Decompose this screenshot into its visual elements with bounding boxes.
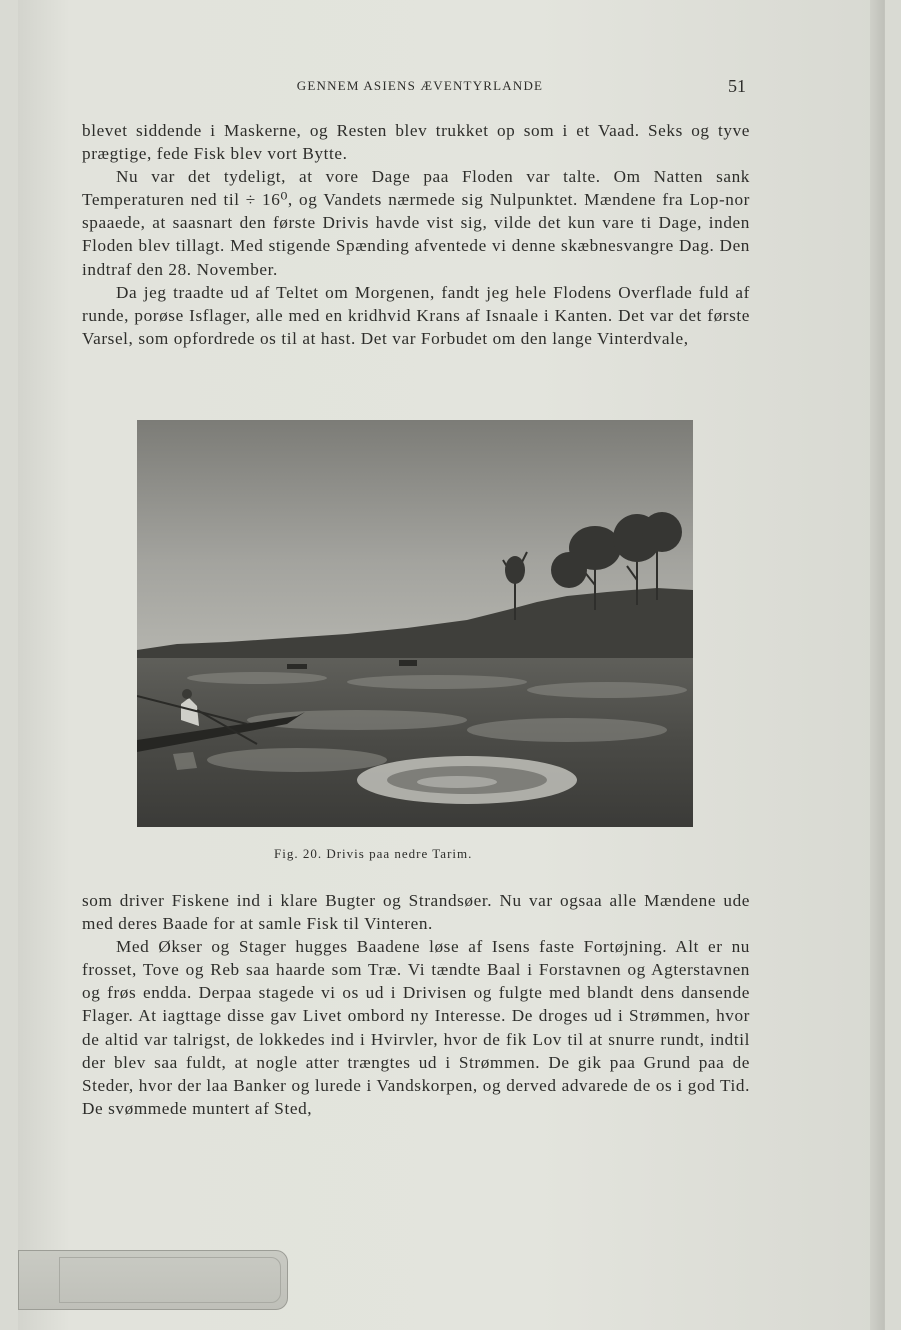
photo-drift-ice [137,420,693,827]
scanner-clip-tab [18,1250,288,1310]
paragraph: blevet siddende i Maskerne, og Resten blev trukket op som i et Vaad. Seks og tyve prægtige, fede Fisk blev vort Bytte. [82,121,750,164]
figure-caption: Fig. 20. Drivis paa nedre Tarim. [274,846,473,861]
paragraph: som driver Fiskene ind i klare Bugter og Strandsøer. Nu var ogsaa alle Mændene ude med deres Baade for at samle Fisk til Vinteren. [82,891,750,934]
paragraph: Nu var det tydeligt, at vore Dage paa Floden var talte. Om Natten sank Temperaturen ned til ÷ 16⁰, og Vandets nærmede sig Nulpunktet. Mændene fra Lop-nor spaaede, at saasnart den første Drivis havde vist sig, vilde det kun vare ti Dage, inden Floden blev tillagt. Med stigende Spænding afventede vi denne skæbnesvangre Dag. Den indtraf den 28. November. [82,167,750,279]
scanner-clip-inner [59,1257,281,1303]
page-number: 51 [728,76,746,96]
body-text-top [82,119,750,350]
paragraph: Da jeg traadte ud af Teltet om Morgenen, fandt jeg hele Flodens Overflade fuld af runde, porøse Isflager, alle med en kridhvid Krans af Isnaale i Kanten. Det var det første Varsel, som opfordrede os til at hast. Det var Forbudet om den lange Vinterdvale, [82,282,750,348]
body-text-bottom [82,889,750,1120]
paragraph: Med Økser og Stager hugges Baadene løse af Isens faste Fortøjning. Alt er nu frosset, Tove og Reb saa haarde som Træ. Vi tændte Baal i Forstavnen og Agterstavnen og frøs endda. Derpaa stagede vi os ud i Drivisen og fulgte med blandt dens dansende Flager. At iagttage disse gav Livet ombord ny Interesse. De droges ud i Strømmen, hvor de altid var talrigst, de lokkedes ind i Hvirvler, hvor de fik Lov til at snurre rundt, indtil der blev saa fuldt, at nogle atter trængtes ud i Strømmen. De gik paa Grund paa de Steder, hvor der laa Banker og lurede i Vandskorpen, og derved advarede de os i god Tid. De svømmede muntert af Sted, [82,937,750,1118]
page-edge [870,0,884,1330]
running-header: GENNEM ASIENS ÆVENTYRLANDE [296,78,544,93]
